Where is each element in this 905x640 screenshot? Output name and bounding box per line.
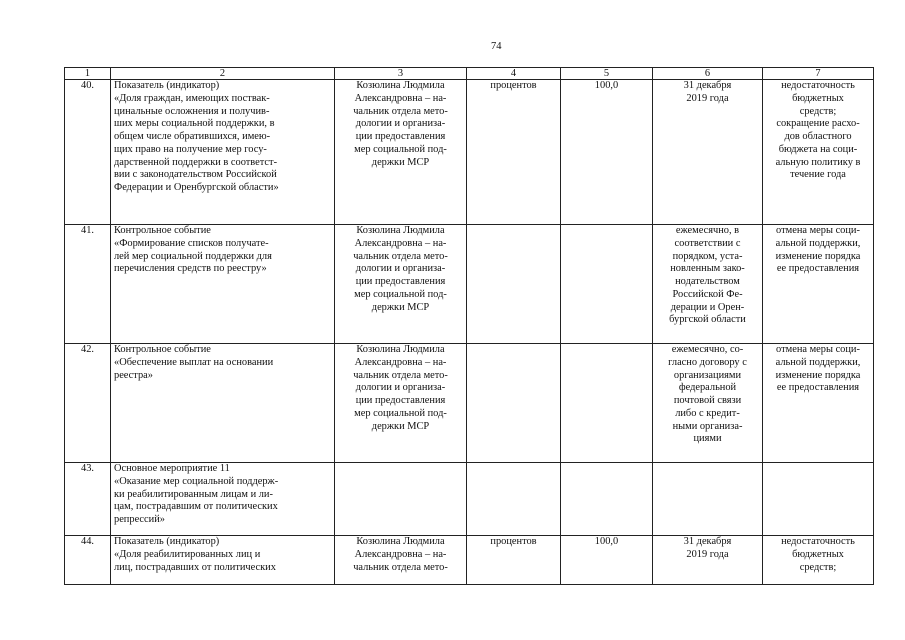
table-row bbox=[65, 344, 874, 463]
risks: отмена меры соци- альной поддержки, изменение порядка ее предоставления bbox=[763, 344, 874, 463]
column-number: 7 bbox=[763, 68, 874, 80]
responsible-person bbox=[335, 463, 467, 536]
column-number: 6 bbox=[653, 68, 763, 80]
target-value bbox=[561, 463, 653, 536]
target-value bbox=[561, 344, 653, 463]
risks: недостаточность бюджетных средств; bbox=[763, 536, 874, 585]
row-number: 44. bbox=[65, 536, 111, 585]
column-number: 4 bbox=[467, 68, 561, 80]
risks bbox=[763, 463, 874, 536]
unit bbox=[467, 344, 561, 463]
row-number: 43. bbox=[65, 463, 111, 536]
column-number: 1 bbox=[65, 68, 111, 80]
table-row bbox=[65, 80, 874, 225]
risks: отмена меры соци- альной поддержки, изменение порядка ее предоставления bbox=[763, 225, 874, 344]
item-name: Показатель (индикатор) «Доля граждан, имеющих поствак- цинальные осложнения и получив- ших меры социальной поддержки, в общем числе обратившихся, имею- щих право на получение мер госу- дарственной поддержки в соответст- вии с законодательством Российской Федерации и Оренбургской области» bbox=[111, 80, 335, 225]
item-name: Показатель (индикатор) «Доля реабилитированных лиц и лиц, пострадавших от политических bbox=[111, 536, 335, 585]
page-number: 74 bbox=[491, 41, 502, 52]
target-value: 100,0 bbox=[561, 80, 653, 225]
item-name: Основное мероприятие 11 «Оказание мер социальной поддерж- ки реабилитированным лицам и ли- цам, пострадавшим от политических репрессий» bbox=[111, 463, 335, 536]
deadline: ежемесячно, в соответствии с порядком, уста- новленным зако- нодательством Российской Фе- дерации и Орен- бургской области bbox=[653, 225, 763, 344]
responsible-person: Козюлина Людмила Александровна – на- чальник отдела мето- дологии и организа- ции предоставления мер социальной под- держки МСР bbox=[335, 225, 467, 344]
deadline bbox=[653, 463, 763, 536]
responsible-person: Козюлина Людмила Александровна – на- чальник отдела мето- bbox=[335, 536, 467, 585]
target-value: 100,0 bbox=[561, 536, 653, 585]
table-row bbox=[65, 225, 874, 344]
responsible-person: Козюлина Людмила Александровна – на- чальник отдела мето- дологии и организа- ции предоставления мер социальной под- держки МСР bbox=[335, 344, 467, 463]
column-number-row bbox=[65, 68, 874, 80]
unit bbox=[467, 225, 561, 344]
unit: процентов bbox=[467, 536, 561, 585]
row-number: 40. bbox=[65, 80, 111, 225]
column-number: 3 bbox=[335, 68, 467, 80]
column-number: 2 bbox=[111, 68, 335, 80]
activities-table bbox=[64, 67, 874, 585]
table-row bbox=[65, 536, 874, 585]
unit bbox=[467, 463, 561, 536]
target-value bbox=[561, 225, 653, 344]
risks: недостаточность бюджетных средств; сокращение расхо- дов областного бюджета на соци- альную политику в течение года bbox=[763, 80, 874, 225]
deadline: 31 декабря 2019 года bbox=[653, 536, 763, 585]
responsible-person: Козюлина Людмила Александровна – на- чальник отдела мето- дологии и организа- ции предоставления мер социальной под- держки МСР bbox=[335, 80, 467, 225]
column-number: 5 bbox=[561, 68, 653, 80]
item-name: Контрольное событие «Формирование списков получате- лей мер социальной поддержки для перечисления средств по реестру» bbox=[111, 225, 335, 344]
unit: процентов bbox=[467, 80, 561, 225]
row-number: 41. bbox=[65, 225, 111, 344]
item-name: Контрольное событие «Обеспечение выплат на основании реестра» bbox=[111, 344, 335, 463]
deadline: 31 декабря 2019 года bbox=[653, 80, 763, 225]
table-row bbox=[65, 463, 874, 536]
deadline: ежемесячно, со- гласно договору с организациями федеральной почтовой связи либо с кредит- ными организа- циями bbox=[653, 344, 763, 463]
row-number: 42. bbox=[65, 344, 111, 463]
